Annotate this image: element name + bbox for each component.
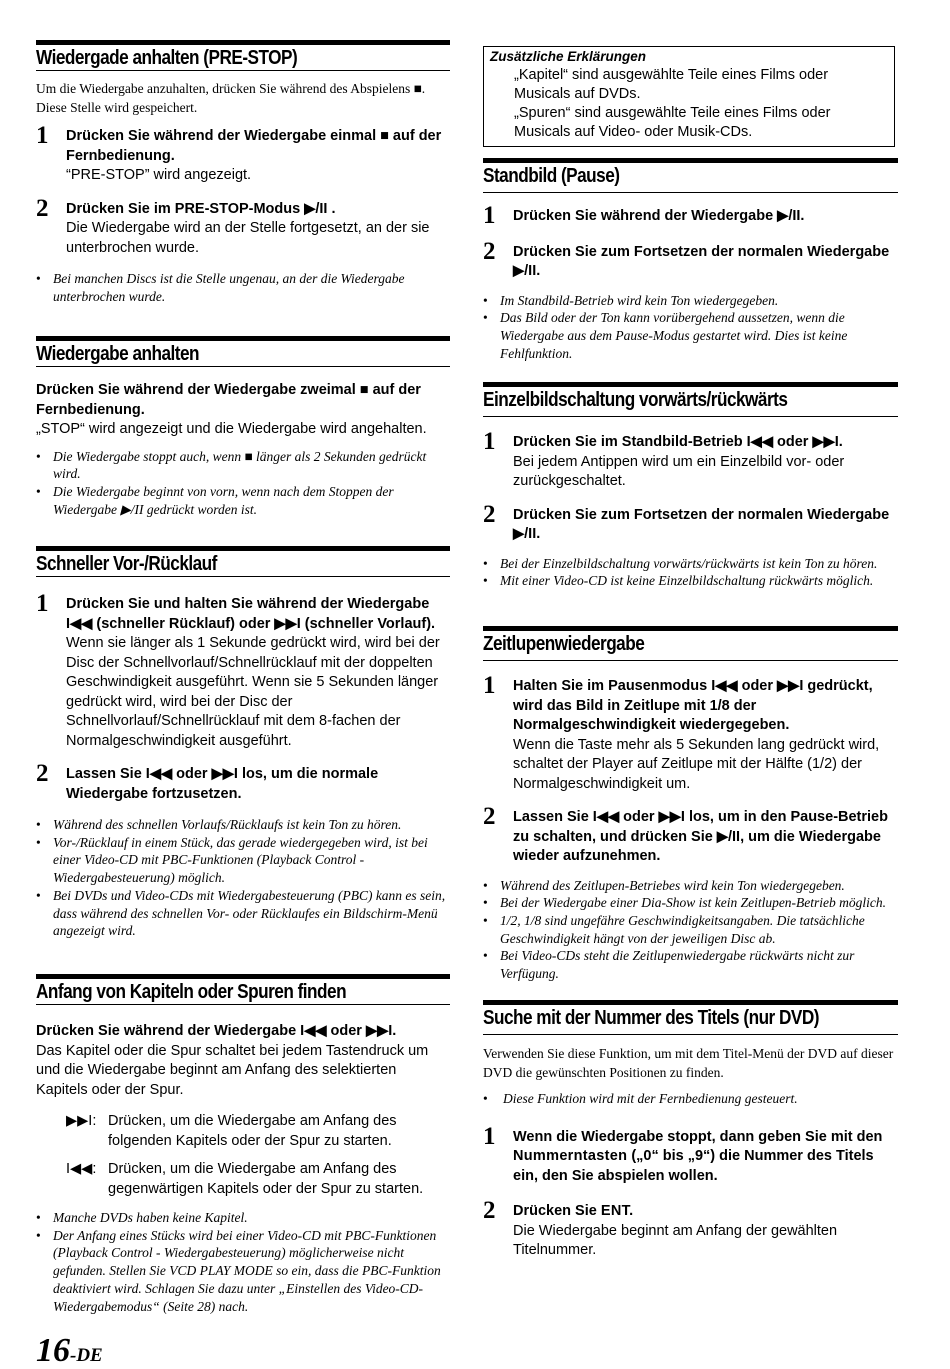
section-header <box>36 40 450 71</box>
step-instruction: Drücken Sie zum Fortsetzen der normalen Wiedergabe ▶/II. <box>513 506 890 542</box>
note-item: • Bei der Einzelbildschaltung vorwärts/rückwärts ist kein Ton zu hören. <box>483 555 878 571</box>
section-header <box>36 336 450 367</box>
note-item: • Der Anfang eines Stücks wird bei einer Video-CD mit PBC-Funktionen (Playback Control - Wiedergabesteuerung) möglicherweise nicht gefunden. Stellen Sie VCD PLAY MODE so ein, dass die PBC-Funktion deaktiviert wird. Schlagen Sie dazu unter „Einstellen des Video-CD-Wiedergabemodus“ (Seite 28) nach. <box>36 1227 441 1314</box>
step-1 <box>483 1122 898 1187</box>
previous-track-icon: I◀◀: <box>66 1161 97 1177</box>
step-description: “PRE-STOP” wird angezeigt. <box>66 167 252 183</box>
section-title: Schneller Vor-/Rücklauf <box>36 553 217 575</box>
description-text: Das Kapitel oder die Spur schaltet bei jedem Tastendruck um und die Wiedergabe beginnt am Anfang des selektierten Kapitels oder der Spur. <box>36 1042 429 1098</box>
notes-list <box>36 270 450 305</box>
step-1 <box>36 590 450 751</box>
step-2 <box>36 194 450 259</box>
step-description: Wenn die Taste mehr als 5 Sekunden lang gedrückt wird, schaltet der Player auf Zeitlupe mit der Hälfte (1/2) der Normalgeschwindigkeit um. <box>513 736 880 792</box>
definition-previous <box>36 1160 450 1199</box>
notes-list <box>483 877 898 983</box>
step-instruction: Drücken Sie im Standbild-Betrieb I◀◀ oder ▶▶I. <box>513 434 843 450</box>
note-item: • Bei manchen Discs ist die Stelle ungenau, an der die Wiedergabe unterbrochen wurde. <box>36 271 405 304</box>
step-number: 2 <box>483 500 496 528</box>
step-number: 1 <box>483 1122 496 1150</box>
section-header <box>36 974 450 1005</box>
notes-list <box>36 448 450 519</box>
note-item: • Bei Video-CDs steht die Zeitlupenwiedergabe rückwärts nicht zur Verfügung. <box>483 948 855 982</box>
note-item: • Bei der Wiedergabe einer Dia-Show ist kein Zeitlupen-Betrieb möglich. <box>483 895 887 911</box>
note-item: • Mit einer Video-CD ist keine Einzelbildschaltung rückwärts möglich. <box>483 573 874 589</box>
step-number: 2 <box>483 1197 496 1225</box>
info-box-line: „Kapitel“ sind ausgewählte Teile eines Films oder <box>514 67 829 83</box>
section-title: Wiedergabe anhalten <box>36 343 200 365</box>
info-box-line: Musicals auf Video- oder Musik-CDs. <box>514 124 753 140</box>
next-track-icon: ▶▶I: <box>66 1113 97 1129</box>
step-instruction: Halten Sie im Pausenmodus I◀◀ oder ▶▶I gedrückt, wird das Bild in Zeitlupe mit 1/8 der Normalgeschwindigkeit wiedergegeben. <box>513 678 873 733</box>
section-stop <box>36 336 450 518</box>
section-fast-forward-rewind <box>36 546 450 940</box>
step-1 <box>36 122 450 186</box>
step-1 <box>483 428 898 492</box>
note-item: • Während des Zeitlupen-Betriebes wird kein Ton wiedergegeben. <box>483 877 845 893</box>
step-number: 2 <box>483 803 496 830</box>
section-slow-motion <box>483 626 898 983</box>
section-title: Anfang von Kapiteln oder Spuren finden <box>36 981 347 1003</box>
instruction-text: Drücken Sie während der Wiedergabe zweimal ■ auf der Fernbedienung. <box>36 382 421 418</box>
step-instruction: Drücken Sie im PRE-STOP-Modus ▶/II . <box>66 200 336 217</box>
step-instruction: Drücken Sie zum Fortsetzen der normalen Wiedergabe ▶/II. <box>513 243 890 279</box>
section-header <box>483 158 898 193</box>
step-2 <box>483 237 898 282</box>
step-number: 2 <box>36 194 49 222</box>
step-number: 1 <box>36 590 49 617</box>
info-box-line: „Spuren“ sind ausgewählte Teile eines Films oder <box>514 105 831 121</box>
step-description: Die Wiedergabe wird an der Stelle fortgesetzt, an der sie unterbrochen wurde. <box>66 220 430 256</box>
note-item: • Das Bild oder der Ton kann vorübergehend aussetzen, wenn die Wiedergabe aus dem Pause-Modus gestartet wird. Dies ist keine Fehlfunktion. <box>483 310 848 361</box>
definition-text: Drücken, um die Wiedergabe am Anfang des gegenwärtigen Kapitels oder der Spur zu starten. <box>108 1161 424 1197</box>
note-item: • Während des schnellen Vorlaufs/Rücklaufs ist kein Ton zu hören. <box>36 817 402 832</box>
instruction-text: Drücken Sie während der Wiedergabe I◀◀ oder ▶▶I. <box>36 1023 397 1039</box>
step-instruction: Lassen Sie I◀◀ oder ▶▶I los, um in den Pause-Betrieb zu schalten, und drücken Sie ▶/II, um die Wiedergabe wieder aufzunehmen. <box>513 809 888 864</box>
notes-list <box>36 1209 450 1315</box>
step-description: Die Wiedergabe beginnt am Anfang der gewählten Titelnummer. <box>513 1222 838 1259</box>
section-title: Einzelbildschaltung vorwärts/rückwärts <box>483 389 788 411</box>
section-header <box>483 626 898 661</box>
section-title: Wiedergade anhalten (PRE-STOP) <box>36 47 298 69</box>
note-item: • Die Wiedergabe beginnt von vorn, wenn nach dem Stoppen der Wiedergabe ▶/II gedrückt worden ist. <box>36 483 394 517</box>
step-number: 2 <box>483 237 496 265</box>
step-number: 1 <box>483 672 496 699</box>
info-box-line: Musicals auf DVDs. <box>514 86 641 102</box>
page-number: 16-DE <box>36 1332 103 1369</box>
notes-list <box>483 292 898 363</box>
info-box-title: Zusätzliche Erklärungen <box>490 49 647 64</box>
definition-text: Drücken, um die Wiedergabe am Anfang des folgenden Kapitels oder der Spur zu starten. <box>108 1113 397 1149</box>
step-instruction: Lassen Sie I◀◀ oder ▶▶I los, um die normale Wiedergabe fortzusetzen. <box>66 766 379 802</box>
step-instruction: Drücken Sie während der Wiedergabe ▶/II. <box>513 208 805 224</box>
section-title-search <box>483 1000 898 1261</box>
step-1 <box>483 202 898 229</box>
note-item: • Die Wiedergabe stoppt auch, wenn ■ länger als 2 Sekunden gedrückt wird. <box>36 448 427 482</box>
intro-text: Verwenden Sie diese Funktion, um mit dem Titel-Menü der DVD auf dieser DVD die gewünschten Positionen zu finden. <box>483 1046 894 1080</box>
note-item: • Bei DVDs und Video-CDs mit Wiedergabesteuerung (PBC) kann es sein, dass während des schnellen Vor- oder Rücklaufes ein Bildschirm-Menü angezeigt wird. <box>36 887 446 939</box>
additional-explanations-box <box>483 46 895 147</box>
step-number: 1 <box>483 428 496 455</box>
section-title: Suche mit der Nummer des Titels (nur DVD) <box>483 1007 819 1029</box>
notes-list <box>36 816 450 940</box>
definition-next <box>36 1112 450 1151</box>
section-pre-stop <box>36 40 450 305</box>
step-2 <box>36 760 450 804</box>
note-item: • Diese Funktion wird mit der Fernbedienung gesteuert. <box>483 1091 798 1106</box>
section-header <box>483 1000 898 1035</box>
step-2 <box>483 500 898 545</box>
note-item: • Manche DVDs haben keine Kapitel. <box>36 1210 248 1225</box>
step-description: Bei jedem Antippen wird um ein Einzelbild vor- oder zurückgeschaltet. <box>513 453 845 489</box>
ent-key-label: ENT. <box>600 1203 634 1220</box>
note-item: • 1/2, 1/8 sind ungefähre Geschwindigkeitsangaben. Die tatsächliche Geschwindigkeit hängt von der jeweiligen Disc ab. <box>483 912 865 946</box>
step-1 <box>483 672 898 794</box>
step-instruction: Drücken Sie während der Wiedergabe einmal ■ auf der Fernbedienung. <box>66 128 442 164</box>
step-2 <box>483 1197 898 1261</box>
notes-list <box>483 555 898 590</box>
step-number: 2 <box>36 760 49 787</box>
section-title: Standbild (Pause) <box>483 165 620 187</box>
note-item: • Im Standbild-Betrieb wird kein Ton wiedergegeben. <box>483 292 779 308</box>
step-instruction: Wenn die Wiedergabe stoppt, dann geben Sie mit den Nummerntasten („0“ bis „9“) die Nummer des Titels ein, den Sie abspielen wollen. <box>513 1128 883 1184</box>
note-item: • Vor-/Rücklauf in einem Stück, das gerade wiedergegeben wird, ist bei einer Video-CD mit PBC-Funktionen (Playback Control - Wiedergabesteuerung) möglich. <box>36 834 428 886</box>
step-2 <box>483 803 898 867</box>
step-number: 1 <box>483 202 496 229</box>
section-title: Zeitlupenwiedergabe <box>483 633 645 655</box>
number-keys-label: Nummerntasten <box>513 1148 628 1165</box>
section-header <box>483 382 898 417</box>
section-chapter-search <box>36 974 450 1315</box>
description-text: „STOP“ wird angezeigt und die Wiedergabe wird angehalten. <box>36 421 427 437</box>
step-instruction: Drücken Sie und halten Sie während der Wiedergabe I◀◀ (schneller Rücklauf) oder ▶▶I (schneller Vorlauf). <box>66 596 436 632</box>
section-frame-advance <box>483 382 898 590</box>
notes-list <box>483 1090 898 1108</box>
intro-text: Um die Wiedergabe anzuhalten, drücken Sie während des Abspielens ■. Diese Stelle wird gespeichert. <box>36 81 426 115</box>
step-description: Wenn sie länger als 1 Sekunde gedrückt wird, wird bei der Disc der Schnellvorlauf/Schnellrücklauf mit der doppelten Geschwindigkeit ausgeführt. Wenn sie 5 Sekunden länger gedrückt wird, wird bei der Disc der Schnellvorlauf/Schnellrücklauf mit dem 8-fachen der Normalgeschwindigkeit ausgeführt. <box>66 635 440 749</box>
section-pause <box>483 158 898 362</box>
step-number: 1 <box>36 122 49 149</box>
section-header <box>36 546 450 577</box>
step-instruction: Drücken Sie ENT. <box>513 1203 634 1220</box>
